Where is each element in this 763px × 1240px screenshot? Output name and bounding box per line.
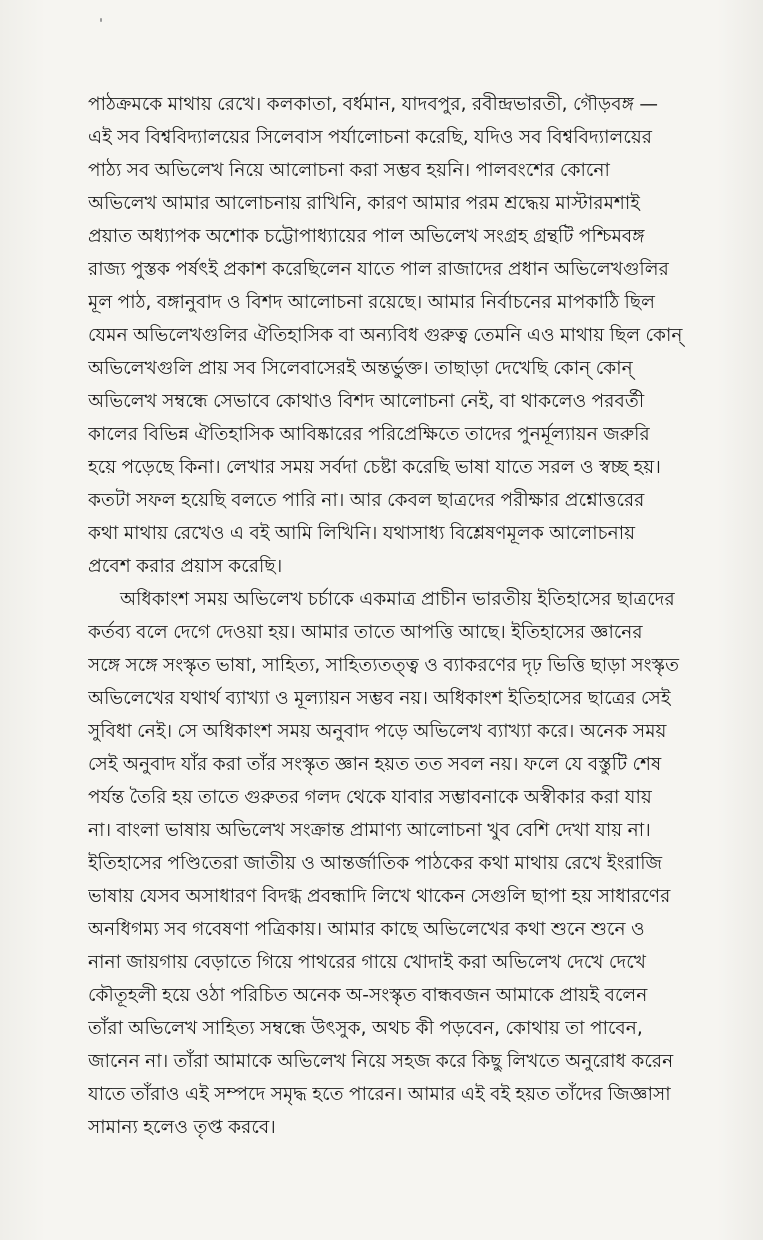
line: ভাষায় যেসব অসাধারণ বিদগ্ধ প্রবন্ধাদি লিখে থাকেন সেগুলি ছাপা হয় সাধারণের xyxy=(88,886,671,907)
line: রাজ্য পুস্তক পর্ষৎই প্রকাশ করেছিলেন যাতে পাল রাজাদের প্রধান অভিলেখগুলির xyxy=(88,259,669,280)
line: পাঠক্রমকে মাথায় রেখে। কলকাতা, বর্ধমান, যাদবপুর, রবীন্দ্রভারতী, গৌড়বঙ্গ — xyxy=(88,94,658,115)
paragraph-1 xyxy=(88,88,740,583)
line: অভিলেখগুলি প্রায় সব সিলেবাসেরই অন্তর্ভুক্ত। তাছাড়া দেখেছি কোন্ কোন্ xyxy=(88,358,633,379)
scan-speck xyxy=(100,18,102,22)
line: কৌতূহলী হয়ে ওঠা পরিচিত অনেক অ-সংস্কৃত বান্ধবজন আমাকে প্রায়ই বলেন xyxy=(88,985,648,1006)
line: মূল পাঠ, বঙ্গানুবাদ ও বিশদ আলোচনা রয়েছে। আমার নির্বাচনের মাপকাঠি ছিল xyxy=(88,292,655,313)
line: পর্যন্ত তৈরি হয় তাতে গুরুতর গলদ থেকে যাবার সম্ভাবনাকে অস্বীকার করা যায় xyxy=(88,787,652,808)
line: ইতিহাসের পণ্ডিতেরা জাতীয় ও আন্তর্জাতিক পাঠকের কথা মাথায় রেখে ইংরাজি xyxy=(88,853,663,874)
line: অভিলেখ আমার আলোচনায় রাখিনি, কারণ আমার পরম শ্রদ্ধেয় মাস্টারমশাই xyxy=(88,193,640,214)
line: অধিকাংশ সময় অভিলেখ চর্চাকে একমাত্র প্রাচীন ভারতীয় ইতিহাসের ছাত্রদের xyxy=(120,589,675,610)
line: হয়ে পড়েছে কিনা। লেখার সময় সর্বদা চেষ্টা করেছি ভাষা যাতে সরল ও স্বচ্ছ হয়। xyxy=(88,457,661,478)
paragraph-2 xyxy=(88,583,740,1144)
line: অনধিগম্য সব গবেষণা পত্রিকায়। আমার কাছে অভিলেখের কথা শুনে শুনে ও xyxy=(88,919,645,940)
line: তাঁরা অভিলেখ সাহিত্য সম্বন্ধে উৎসুক, অথচ কী পড়বেন, কোথায় তা পাবেন, xyxy=(88,1018,643,1039)
line: যেমন অভিলেখগুলির ঐতিহাসিক বা অন্যবিধ গুরুত্ব তেমনি এও মাথায় ছিল কোন্ xyxy=(88,325,683,346)
line: যাতে তাঁরাও এই সম্পদে সমৃদ্ধ হতে পারেন। আমার এই বই হয়ত তাঁদের জিজ্ঞাসা xyxy=(88,1084,671,1105)
line: নানা জায়গায় বেড়াতে গিয়ে পাথরের গায়ে খোদাই করা অভিলেখ দেখে দেখে xyxy=(88,952,646,973)
line: কর্তব্য বলে দেগে দেওয়া হয়। আমার তাতে আপত্তি আছে। ইতিহাসের জ্ঞানের xyxy=(88,622,643,643)
page-text xyxy=(88,88,740,1144)
line: কালের বিভিন্ন ঐতিহাসিক আবিষ্কারের পরিপ্রেক্ষিতে তাদের পুনর্মূল্যায়ন জরুরি xyxy=(88,424,650,445)
line: এই সব বিশ্ববিদ্যালয়ের সিলেবাস পর্যালোচনা করেছি, যদিও সব বিশ্ববিদ্যালয়ের xyxy=(88,127,652,148)
line: কথা মাথায় রেখেও এ বই আমি লিখিনি। যথাসাধ্য বিশ্লেষণমূলক আলোচনায় xyxy=(88,523,636,544)
line: জানেন না। তাঁরা আমাকে অভিলেখ নিয়ে সহজ করে কিছু লিখতে অনুরোধ করেন xyxy=(88,1051,674,1072)
line: সেই অনুবাদ যাঁর করা তাঁর সংস্কৃত জ্ঞান হয়ত তত সবল নয়। ফলে যে বস্তুটি শেষ xyxy=(88,754,662,775)
line: সঙ্গে সঙ্গে সংস্কৃত ভাষা, সাহিত্য, সাহিত্যতত্ত্ব ও ব্যাকরণের দৃঢ় ভিত্তি ছাড়া সংস্কৃত xyxy=(88,655,680,676)
line: অভিলেখ সম্বন্ধে সেভাবে কোথাও বিশদ আলোচনা নেই, বা থাকলেও পরবর্তী xyxy=(88,391,645,412)
line: কতটা সফল হয়েছি বলতে পারি না। আর কেবল ছাত্রদের পরীক্ষার প্রশ্নোত্তরের xyxy=(88,490,645,511)
line: অভিলেখের যথার্থ ব্যাখ্যা ও মূল্যায়ন সম্ভব নয়। অধিকাংশ ইতিহাসের ছাত্রের সেই xyxy=(88,688,671,709)
line: সামান্য হলেও তৃপ্ত করবে। xyxy=(88,1117,276,1138)
line: প্রয়াত অধ্যাপক অশোক চট্টোপাধ্যায়ের পাল অভিলেখ সংগ্রহ গ্রন্থটি পশ্চিমবঙ্গ xyxy=(88,226,645,247)
line: না। বাংলা ভাষায় অভিলেখ সংক্রান্ত প্রামাণ্য আলোচনা খুব বেশি দেখা যায় না। xyxy=(88,820,651,841)
line: সুবিধা নেই। সে অধিকাংশ সময় অনুবাদ পড়ে অভিলেখ ব্যাখ্যা করে। অনেক সময় xyxy=(88,721,667,742)
line: পাঠ্য সব অভিলেখ নিয়ে আলোচনা করা সম্ভব হয়নি। পালবংশের কোনো xyxy=(88,160,610,181)
line: প্রবেশ করার প্রয়াস করেছি। xyxy=(88,556,283,577)
